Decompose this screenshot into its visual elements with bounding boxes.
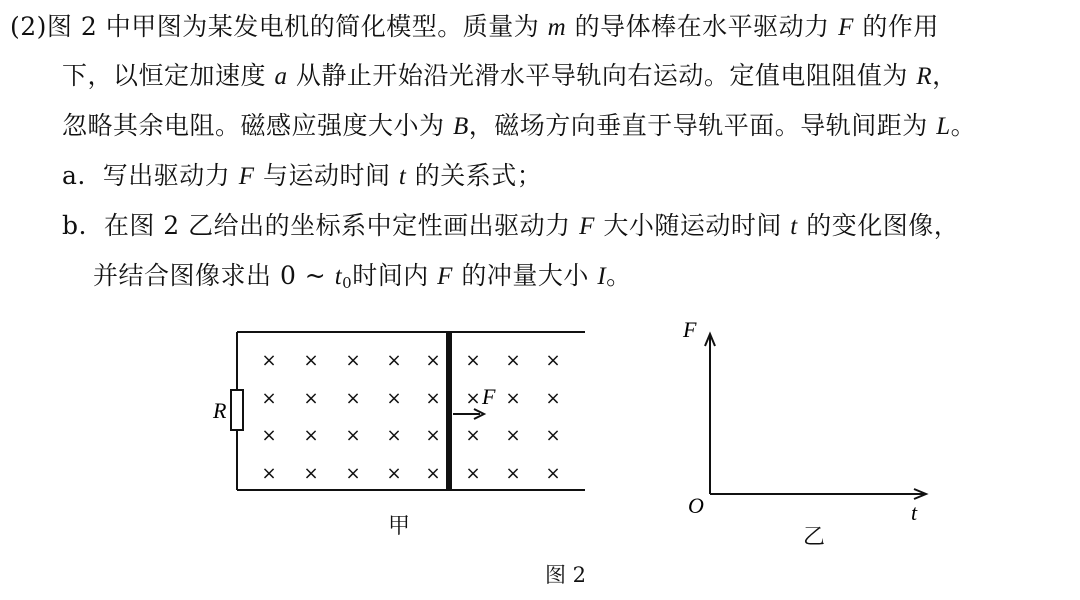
- field-mark: ×: [505, 388, 521, 409]
- text-run: 并结合图像求出 0 ~: [93, 261, 335, 290]
- text-run: 的导体棒在水平驱动力: [566, 12, 839, 41]
- text-run: ，磁场方向垂直于导轨平面。导轨间距为: [468, 111, 937, 140]
- field-mark: ×: [545, 350, 561, 371]
- field-mark: ×: [465, 350, 481, 371]
- field-mark: ×: [505, 350, 521, 371]
- var-t0: t: [334, 263, 343, 290]
- field-mark: ×: [545, 425, 561, 446]
- field-mark: ×: [505, 425, 521, 446]
- subquestion-label: b.: [62, 211, 87, 240]
- field-mark: ×: [345, 425, 361, 446]
- field-mark: ×: [303, 463, 319, 484]
- text-run: 写出驱动力: [102, 161, 239, 190]
- subscript-0: 0: [342, 274, 353, 292]
- subquestion-b: [62, 209, 959, 244]
- field-mark: ×: [386, 350, 402, 371]
- text-run: 下，以恒定加速度: [62, 61, 275, 90]
- text-run: 与运动时间: [254, 161, 399, 190]
- field-mark: ×: [425, 463, 441, 484]
- var-F: F: [238, 163, 255, 190]
- field-mark: ×: [303, 388, 319, 409]
- text-run: 在图 2 乙给出的坐标系中定性画出驱动力: [103, 211, 580, 240]
- text-run: 的冲量大小: [452, 261, 598, 290]
- subquestion-label: a.: [62, 161, 86, 190]
- text-run: 从静止开始沿光滑水平导轨向右运动。定值电阻阻值为: [287, 61, 917, 90]
- var-F: F: [437, 263, 453, 290]
- var-a: a: [274, 63, 288, 90]
- diagram-yi: [705, 334, 926, 499]
- y-axis-label: F: [683, 317, 697, 342]
- resistor-label: R: [213, 398, 227, 423]
- var-R: R: [916, 63, 933, 90]
- subquestion-a: [62, 159, 542, 194]
- text-run: 忽略其余电阻。磁感应强度大小为: [62, 111, 453, 140]
- diagram-jia: [231, 332, 585, 490]
- caption-yi: 乙: [803, 525, 826, 550]
- field-mark: ×: [545, 463, 561, 484]
- field-mark: ×: [261, 388, 277, 409]
- figure-2: [0, 300, 1080, 600]
- text-run: ，: [932, 61, 958, 90]
- field-mark: ×: [425, 388, 441, 409]
- question-number: (2): [10, 12, 47, 41]
- field-mark: ×: [425, 425, 441, 446]
- force-label: F: [482, 384, 496, 409]
- field-mark: ×: [386, 388, 402, 409]
- var-t: t: [790, 213, 798, 240]
- origin-label: O: [688, 493, 704, 518]
- figure-caption: 图 2: [545, 563, 587, 587]
- field-mark: ×: [386, 425, 402, 446]
- subquestion-b-line-2: [93, 259, 632, 300]
- resistor: [231, 390, 243, 430]
- field-mark: ×: [425, 350, 441, 371]
- field-mark: ×: [261, 463, 277, 484]
- field-mark: ×: [465, 425, 481, 446]
- field-mark: ×: [545, 388, 561, 409]
- question-line-3: [62, 109, 976, 144]
- field-mark: ×: [505, 463, 521, 484]
- question-line-1: [10, 10, 939, 45]
- field-mark: ×: [465, 388, 481, 409]
- magnetic-field-marks: [261, 350, 560, 484]
- var-F: F: [838, 14, 854, 41]
- field-mark: ×: [303, 350, 319, 371]
- caption-jia: 甲: [388, 514, 411, 539]
- field-mark: ×: [261, 425, 277, 446]
- field-mark: ×: [345, 463, 361, 484]
- field-mark: ×: [261, 350, 277, 371]
- var-m: m: [547, 14, 567, 41]
- var-I: I: [597, 263, 607, 290]
- field-mark: ×: [303, 425, 319, 446]
- text-run: 时间内: [352, 261, 438, 290]
- text-run: 的作用: [853, 12, 939, 41]
- text-run: 。: [950, 111, 977, 140]
- text-run: 的关系式；: [406, 161, 543, 190]
- field-mark: ×: [465, 463, 481, 484]
- var-L: L: [936, 113, 951, 140]
- field-mark: ×: [345, 388, 361, 409]
- text-run: 大小随运动时间: [594, 211, 791, 240]
- field-mark: ×: [345, 350, 361, 371]
- text-run: 图 2 中甲图为某发电机的简化模型。质量为: [46, 12, 548, 41]
- text-run: 的变化图像，: [797, 211, 960, 240]
- field-mark: ×: [386, 463, 402, 484]
- question-line-2: [62, 59, 958, 94]
- x-axis-label: t: [911, 500, 918, 525]
- text-run: 。: [606, 261, 632, 290]
- var-F: F: [579, 213, 595, 240]
- var-t: t: [398, 163, 407, 190]
- var-B: B: [452, 113, 469, 140]
